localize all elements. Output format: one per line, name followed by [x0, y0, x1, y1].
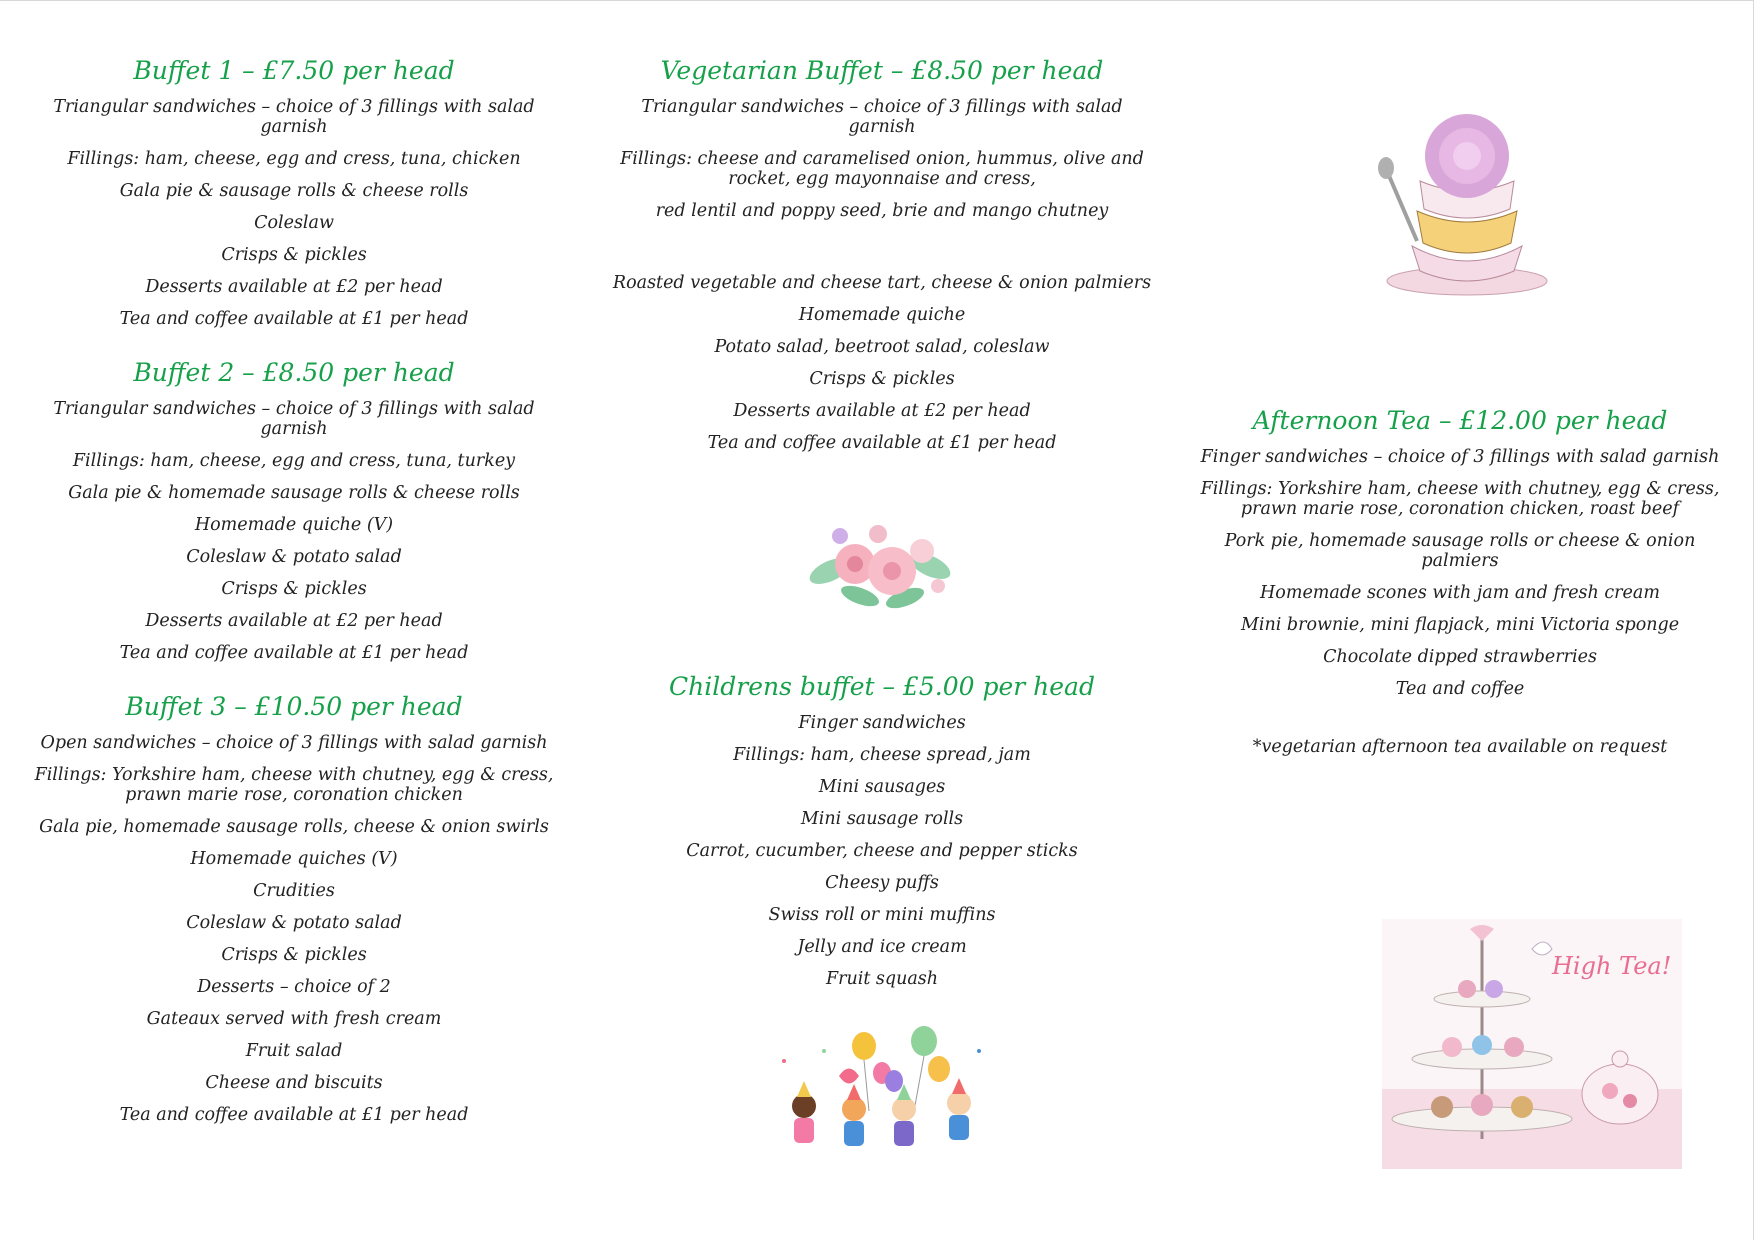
- menu-item: Chocolate dipped strawberries: [1323, 647, 1597, 667]
- kids-party-icon: [764, 1021, 1004, 1171]
- menu-item: Pork pie, homemade sausage rolls or cheese & onion palmiers: [1224, 531, 1696, 571]
- column-right: [1190, 403, 1730, 783]
- menu-item: Gala pie, homemade sausage rolls, cheese & onion swirls: [39, 817, 549, 837]
- buffet-3-title: Buffet 3 – £10.50 per head: [125, 692, 463, 721]
- menu-item: Mini brownie, mini flapjack, mini Victoria sponge: [1240, 615, 1680, 635]
- menu-item: Finger sandwiches: [798, 713, 966, 733]
- vegetarian-title: Vegetarian Buffet – £8.50 per head: [660, 56, 1104, 85]
- menu-item: Tea and coffee available at £1 per head: [119, 1105, 469, 1125]
- menu-item: Tea and coffee: [1395, 679, 1525, 699]
- menu-item: Gateaux served with fresh cream: [146, 1009, 442, 1029]
- menu-item: Swiss roll or mini muffins: [768, 905, 996, 925]
- menu-item: Desserts available at £2 per head: [733, 401, 1031, 421]
- buffet-3-section: [30, 689, 558, 1125]
- menu-item: Coleslaw: [254, 213, 334, 233]
- childrens-items: [612, 713, 1152, 989]
- menu-item: Fillings: Yorkshire ham, cheese with chutney, egg & cress, prawn marie rose, coronation chicken: [34, 765, 554, 805]
- menu-item: Homemade quiche: [798, 305, 966, 325]
- high-tea-label: High Tea!: [1552, 952, 1672, 980]
- menu-item: Potato salad, beetroot salad, coleslaw: [714, 337, 1050, 357]
- menu-item: Crisps & pickles: [221, 945, 367, 965]
- menu-item: Mini sausages: [818, 777, 946, 797]
- column-left: [30, 53, 558, 1151]
- menu-item: Mini sausage rolls: [800, 809, 964, 829]
- menu-item: Fruit squash: [825, 969, 939, 989]
- menu-item: red lentil and poppy seed, brie and mango chutney: [655, 201, 1109, 221]
- menu-item: Tea and coffee available at £1 per head: [707, 433, 1057, 453]
- menu-item: Coleslaw & potato salad: [186, 913, 402, 933]
- afternoon-tea-title: Afternoon Tea – £12.00 per head: [1252, 406, 1668, 435]
- menu-item: Fillings: cheese and caramelised onion, hummus, olive and rocket, egg mayonnaise and cress,: [620, 149, 1144, 189]
- childrens-title: Childrens buffet – £5.00 per head: [669, 672, 1095, 701]
- vegetarian-items-b: [612, 273, 1152, 453]
- afternoon-tea-note: *vegetarian afternoon tea available on request: [1252, 737, 1668, 757]
- menu-item: Cheesy puffs: [825, 873, 939, 893]
- afternoon-tea-section: [1190, 403, 1730, 757]
- buffet-2-items: [30, 399, 558, 663]
- menu-item: Tea and coffee available at £1 per head: [119, 309, 469, 329]
- column-middle-lower: [612, 669, 1152, 1015]
- flower-bouquet-icon: [800, 516, 960, 616]
- menu-item: Crudities: [253, 881, 335, 901]
- menu-item: Fillings: ham, cheese spread, jam: [733, 745, 1031, 765]
- menu-item: Triangular sandwiches – choice of 3 fillings with salad garnish: [641, 97, 1123, 137]
- menu-item: Fillings: Yorkshire ham, cheese with chutney, egg & cress, prawn marie rose, coronation chicken, roast beef: [1200, 479, 1720, 519]
- childrens-section: [612, 669, 1152, 989]
- buffet-1-title: Buffet 1 – £7.50 per head: [133, 56, 455, 85]
- cake-stand-icon: [1382, 919, 1682, 1169]
- vegetarian-items-a: [612, 97, 1152, 221]
- column-middle: [612, 53, 1152, 479]
- menu-item: Triangular sandwiches – choice of 3 fillings with salad garnish: [53, 399, 535, 439]
- menu-item: Desserts available at £2 per head: [145, 611, 443, 631]
- buffet-2-title: Buffet 2 – £8.50 per head: [133, 358, 455, 387]
- buffet-1-section: [30, 53, 558, 329]
- menu-item: Fillings: ham, cheese, egg and cress, tuna, chicken: [67, 149, 521, 169]
- buffet-2-section: [30, 355, 558, 663]
- teacup-rose-icon: [1372, 111, 1552, 301]
- menu-item: Homemade scones with jam and fresh cream: [1260, 583, 1660, 603]
- high-tea-image: [1382, 919, 1682, 1169]
- buffet-3-items: [30, 733, 558, 1125]
- menu-item: Gala pie & sausage rolls & cheese rolls: [119, 181, 469, 201]
- menu-item: Crisps & pickles: [221, 245, 367, 265]
- menu-item: Tea and coffee available at £1 per head: [119, 643, 469, 663]
- vegetarian-section: [612, 53, 1152, 453]
- menu-item: Crisps & pickles: [221, 579, 367, 599]
- menu-item: Open sandwiches – choice of 3 fillings with salad garnish: [40, 733, 548, 753]
- afternoon-tea-items: [1190, 447, 1730, 699]
- menu-item: Crisps & pickles: [809, 369, 955, 389]
- menu-item: Desserts available at £2 per head: [145, 277, 443, 297]
- menu-item: Triangular sandwiches – choice of 3 fillings with salad garnish: [53, 97, 535, 137]
- menu-item: Jelly and ice cream: [797, 937, 967, 957]
- menu-item: Gala pie & homemade sausage rolls & cheese rolls: [68, 483, 520, 503]
- buffet-1-items: [30, 97, 558, 329]
- menu-item: Homemade quiche (V): [194, 515, 394, 535]
- menu-item: Carrot, cucumber, cheese and pepper sticks: [686, 841, 1078, 861]
- menu-item: Homemade quiches (V): [190, 849, 398, 869]
- menu-item: Finger sandwiches – choice of 3 fillings with salad garnish: [1200, 447, 1720, 467]
- menu-item: Fruit salad: [245, 1041, 343, 1061]
- menu-item: Cheese and biscuits: [205, 1073, 383, 1093]
- menu-item: Roasted vegetable and cheese tart, cheese & onion palmiers: [612, 273, 1152, 293]
- menu-item: Coleslaw & potato salad: [186, 547, 402, 567]
- menu-item: Fillings: ham, cheese, egg and cress, tuna, turkey: [72, 451, 516, 471]
- menu-item: Desserts – choice of 2: [197, 977, 391, 997]
